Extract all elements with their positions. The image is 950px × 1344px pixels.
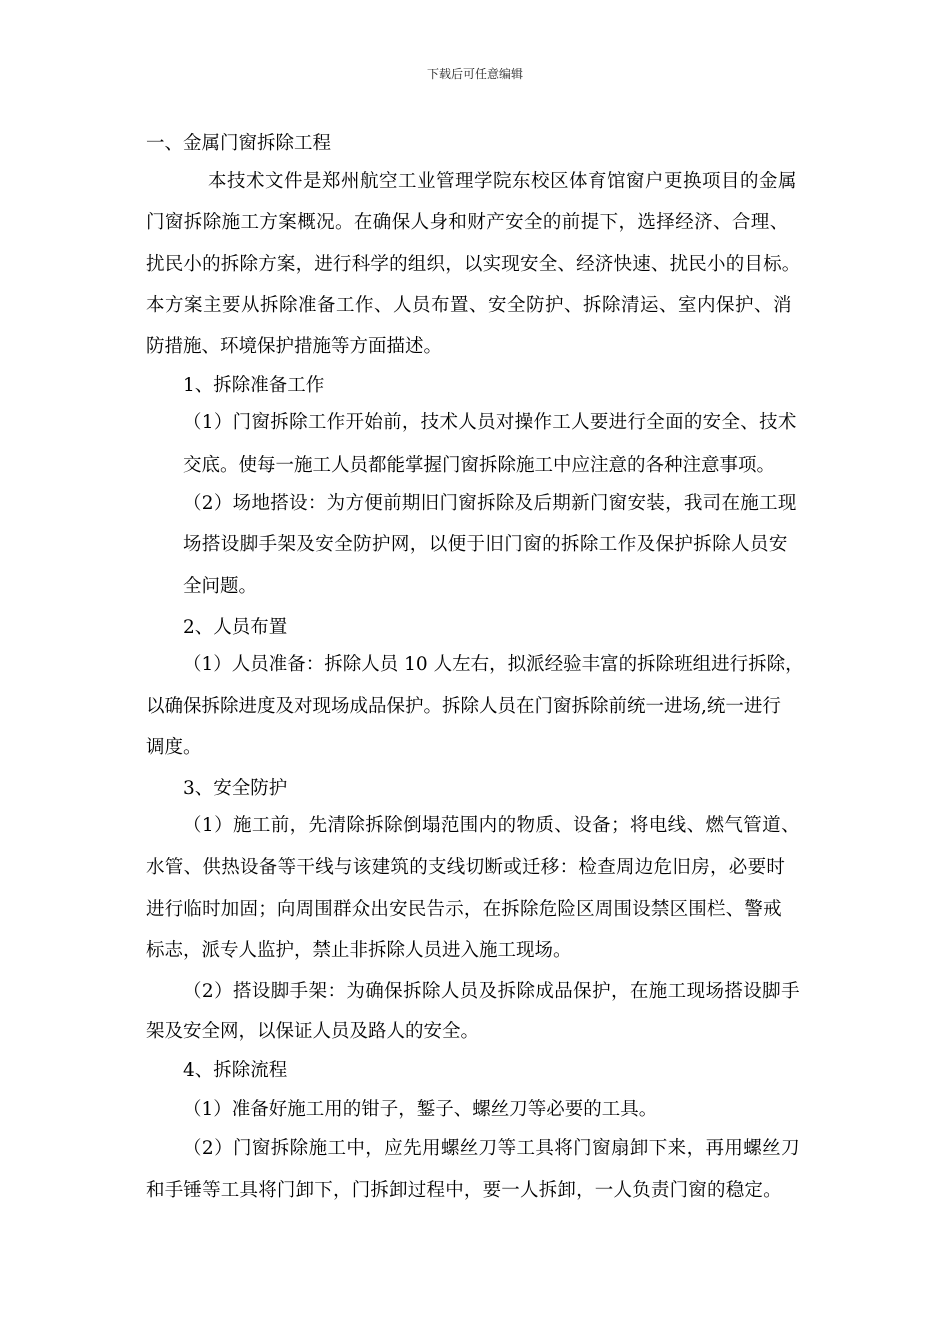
paragraph-line: 架及安全网，以保证人员及路人的安全。 [146,1021,480,1042]
paragraph-line: 和手锤等工具将门卸下，门拆卸过程中，要一人拆卸，一人负责门窗的稳定。 [146,1180,782,1201]
paragraph-line: 进行临时加固；向周围群众出安民告示，在拆除危险区周围设禁区围栏、警戒 [146,899,782,920]
paragraph-line: （1）施工前，先清除拆除倒塌范围内的物质、设备；将电线、燃气管道、 [183,815,800,836]
paragraph-line: 本技术文件是郑州航空工业管理学院东校区体育馆窗户更换项目的金属 [208,171,798,192]
paragraph-line: （2）场地搭设：为方便前期旧门窗拆除及后期新门窗安装，我司在施工现 [183,493,797,514]
paragraph-line: 以确保拆除进度及对现场成品保护。拆除人员在门窗拆除前统一进场,统一进行 [146,696,781,717]
paragraph-line: 本方案主要从拆除准备工作、人员布置、安全防护、拆除清运、室内保护、消 [146,295,793,316]
subsection-heading: 2、人员布置 [183,617,288,638]
section-title: 一、金属门窗拆除工程 [146,133,332,154]
paragraph-line: （2）搭设脚手架：为确保拆除人员及拆除成品保护，在施工现场搭设脚手 [183,981,800,1002]
paragraph-line: 场搭设脚手架及安全防护网，以便于旧门窗的拆除工作及保护拆除人员安 [183,534,788,555]
paragraph-line: 防措施、环境保护措施等方面描述。 [146,336,443,357]
paragraph-line: （1）人员准备：拆除人员 10 人左右，拟派经验丰富的拆除班组进行拆除， [183,654,804,675]
page-header: 下载后可任意编辑 [426,67,523,81]
subsection-heading: 4、拆除流程 [183,1060,288,1081]
paragraph-line: （1）门窗拆除工作开始前，技术人员对操作工人要进行全面的安全、技术 [183,412,797,433]
subsection-heading: 1、拆除准备工作 [183,375,325,396]
paragraph-line: （2）门窗拆除施工中，应先用螺丝刀等工具将门窗扇卸下来，再用螺丝刀 [183,1138,800,1159]
paragraph-line: 交底。使每一施工人员都能掌握门窗拆除施工中应注意的各种注意事项。 [183,455,776,476]
paragraph-line: 标志，派专人监护，禁止非拆除人员进入施工现场。 [146,940,572,961]
subsection-heading: 3、安全防护 [183,778,288,799]
paragraph-line: 门窗拆除施工方案概况。在确保人身和财产安全的前提下，选择经济、合理、 [146,212,789,233]
paragraph-line: 全问题。 [183,576,258,597]
paragraph-line: 调度。 [146,737,202,758]
paragraph-line: （1）准备好施工用的钳子，錾子、螺丝刀等必要的工具。 [183,1099,658,1120]
paragraph-line: 水管、供热设备等干线与该建筑的支线切断或迁移：检查周边危旧房，必要时 [146,857,786,878]
paragraph-line: 扰民小的拆除方案，进行科学的组织，以实现安全、经济快速、扰民小的目标。 [146,254,801,275]
